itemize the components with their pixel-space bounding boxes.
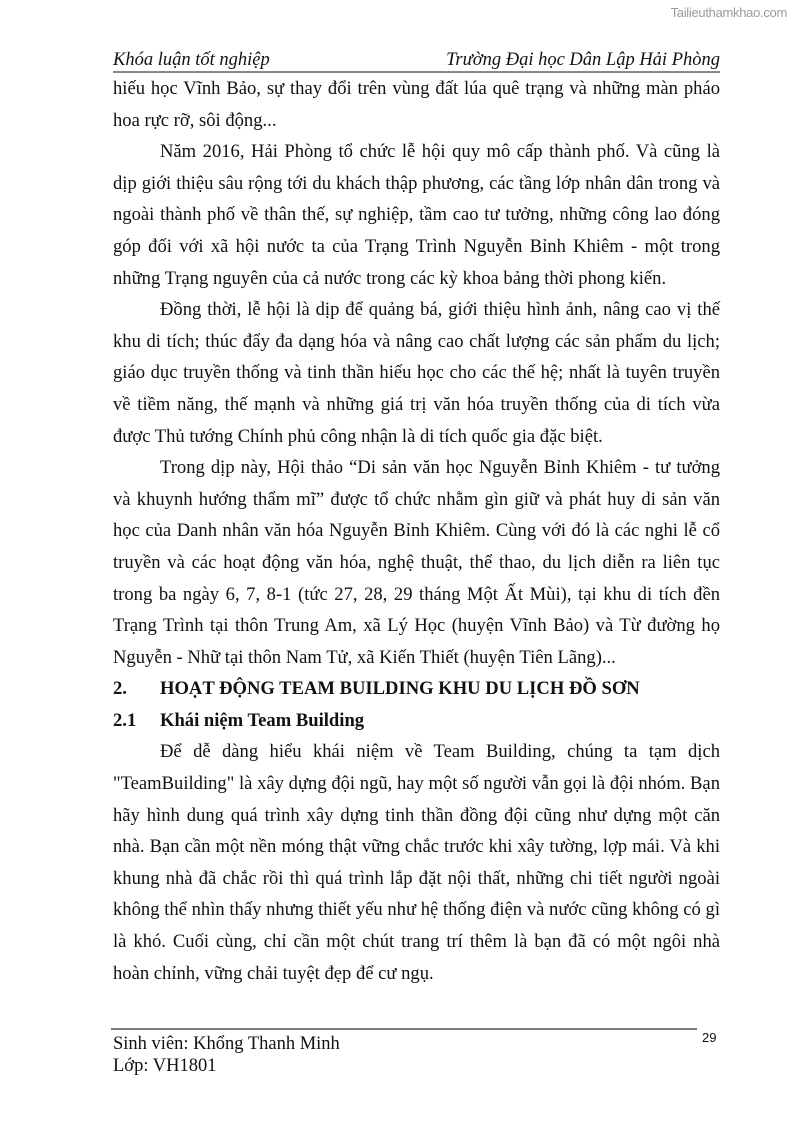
section-number: 2. (113, 678, 127, 700)
section-heading (113, 673, 720, 705)
page-content (113, 73, 720, 989)
section-title: HOẠT ĐỘNG TEAM BUILDING KHU DU LỊCH ĐỒ SƠN (160, 678, 640, 700)
subsection-title: Khái niệm Team Building (160, 709, 365, 731)
paragraph: hiếu học Vĩnh Bảo, sự thay đổi trên vùng đất lúa quê trạng và những màn pháo hoa rực rỡ, sôi động... (113, 78, 720, 131)
paragraph: Trong dịp này, Hội thảo “Di sản văn học Nguyễn Bỉnh Khiêm - tư tưởng và khuynh hướng thẩm mĩ” được tổ chức nhằm gìn giữ và phát huy di sản văn học của Danh nhân văn hóa Nguyễn Bỉnh Khiêm. Cùng với đó là các nghi lễ cổ truyền và các hoạt động văn hóa, nghệ thuật, thể thao, du lịch diễn ra liên tục trong ba ngày 6, 7, 8-1 (tức 27, 28, 29 tháng Một Ất Mùi), tại khu di tích đền Trạng Trình tại thôn Trung Am, xã Lý Học (huyện Vĩnh Bảo) và Từ đường họ Nguyễn - Nhữ tại thôn Nam Tử, xã Kiến Thiết (huyện Tiên Lãng)... (113, 457, 720, 668)
page-number: 29 (702, 1030, 717, 1045)
page-footer (113, 1033, 340, 1077)
watermark: Tailieuthamkhao.com (670, 5, 787, 20)
paragraph: Đồng thời, lễ hội là dịp để quảng bá, giới thiệu hình ảnh, nâng cao vị thế khu di tích; thúc đẩy đa dạng hóa và nâng cao chất lượng các sản phẩm du lịch; giáo dục truyền thống và tinh thần hiếu học cho các thế hệ; nhất là tuyên truyền về tiềm năng, thế mạnh và những giá trị văn hóa truyền thống của di tích vừa được Thủ tướng Chính phủ công nhận là di tích quốc gia đặc biệt. (113, 299, 720, 447)
subsection-heading (113, 705, 720, 737)
header-thesis-title: Khóa luận tốt nghiệp (113, 50, 270, 70)
subsection-number: 2.1 (113, 709, 137, 731)
page-header (113, 49, 720, 73)
footer-divider (111, 1028, 697, 1030)
footer-student: Sinh viên: Khổng Thanh Minh (113, 1034, 340, 1054)
paragraph: Năm 2016, Hải Phòng tổ chức lễ hội quy mô cấp thành phố. Và cũng là dịp giới thiệu sâu rộng tới du khách thập phương, các tầng lớp nhân dân trong và ngoài thành phố về thân thế, sự nghiệp, tầm cao tư tưởng, những công lao đóng góp đối với xã hội nước ta của Trạng Trình Nguyễn Bỉnh Khiêm - một trong những Trạng nguyên của cả nước trong các kỳ khoa bảng thời phong kiến. (113, 141, 720, 289)
footer-class: Lớp: VH1801 (113, 1056, 217, 1076)
paragraph: Để dễ dàng hiểu khái niệm về Team Building, chúng ta tạm dịch "TeamBuilding" là xây dựng đội ngũ, hay một số người vẫn gọi là đội nhóm. Bạn hãy hình dung quá trình xây dựng tinh thần đồng đội cũng như dựng một căn nhà. Bạn cần một nền móng thật vững chắc trước khi xây tường, lợp mái. Và khi khung nhà đã chắc rồi thì quá trình lắp đặt nội thất, những chi tiết người ngoài không thể nhìn thấy nhưng thiết yếu như hệ thống điện và nước cũng không có gì là khó. Cuối cùng, chỉ cần một chút trang trí thêm là bạn đã có một ngôi nhà hoàn chỉnh, vững chải tuyệt đẹp để cư ngụ. (113, 741, 720, 984)
header-university: Trường Đại học Dân Lập Hải Phòng (446, 50, 720, 70)
